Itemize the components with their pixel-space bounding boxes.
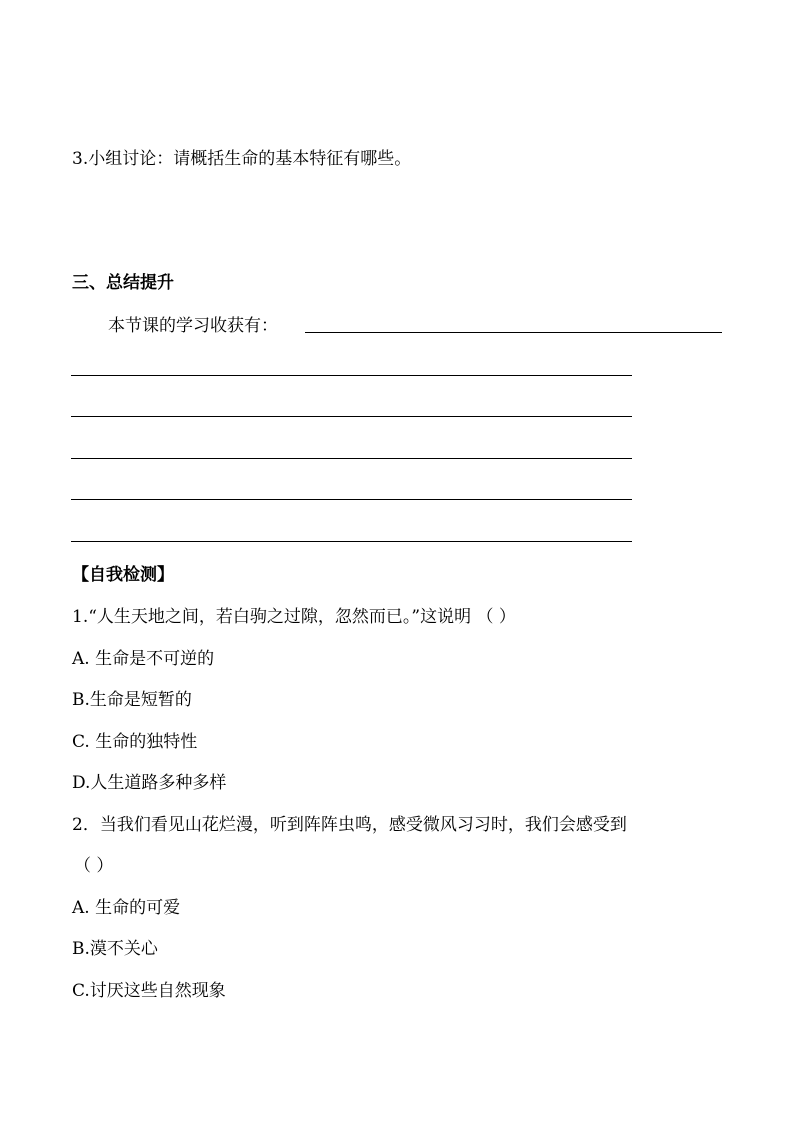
question-2-option-b[interactable]: B.漠不关心	[72, 939, 158, 959]
question-2-stem: 2．当我们看见山花烂漫，听到阵阵虫鸣，感受微风习习时，我们会感受到	[72, 815, 627, 835]
summary-prompt: 本节课的学习收获有：	[108, 316, 278, 336]
answer-line[interactable]	[71, 541, 632, 542]
self-test-heading: 【自我检测】	[72, 565, 174, 585]
question-1-option-b[interactable]: B.生命是短暂的	[72, 690, 192, 710]
question-2-option-a[interactable]: A. 生命的可爱	[72, 898, 181, 918]
question-2-option-c[interactable]: C.讨厌这些自然现象	[72, 981, 226, 1001]
question-2-answer-brackets: （ ）	[74, 856, 114, 876]
question-1-option-a[interactable]: A. 生命是不可逆的	[72, 649, 215, 669]
answer-line[interactable]	[71, 499, 632, 500]
summary-answer-blank[interactable]	[305, 332, 722, 333]
question-1-stem: 1.“人生天地之间，若白驹之过隙，忽然而已。”这说明 （ ）	[72, 607, 516, 627]
answer-line[interactable]	[71, 416, 632, 417]
answer-line[interactable]	[71, 375, 632, 376]
summary-heading: 三、总结提升	[72, 273, 174, 293]
answer-line[interactable]	[71, 458, 632, 459]
question-1-option-c[interactable]: C. 生命的独特性	[72, 732, 198, 752]
discussion-question-3: 3.小组讨论：请概括生命的基本特征有哪些。	[72, 149, 412, 169]
question-1-option-d[interactable]: D.人生道路多种多样	[72, 773, 227, 793]
